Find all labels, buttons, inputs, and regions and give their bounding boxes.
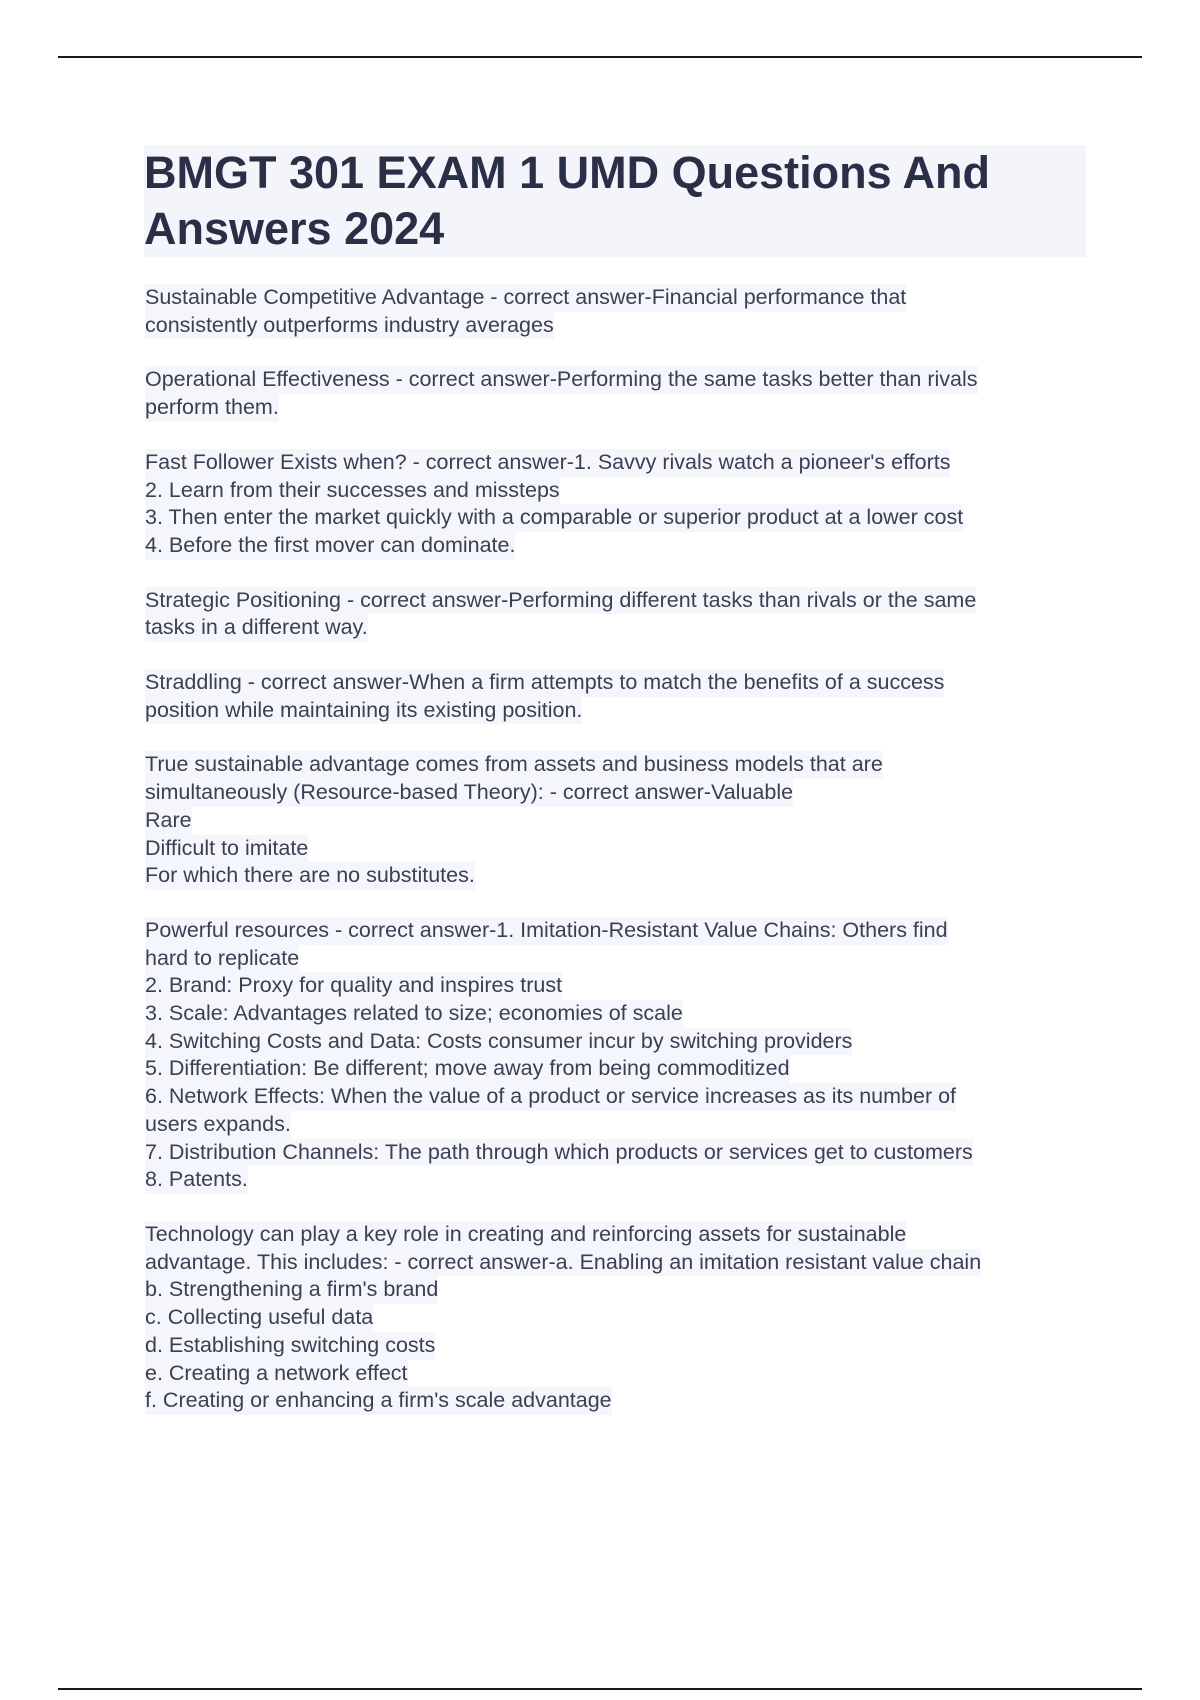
qa-line: advantage. This includes: - correct answer-a. Enabling an imitation resistant value chain [145,1249,981,1277]
qa-line: 4. Before the first mover can dominate. [145,532,515,560]
title-line-2: Answers 2024 [144,203,445,254]
title-line-1: BMGT 301 EXAM 1 UMD Questions And [144,147,990,198]
qa-line: Operational Effectiveness - correct answer-Performing the same tasks better than rivals [145,366,978,394]
qa-line: b. Strengthening a firm's brand [145,1276,438,1304]
qa-block [145,587,1090,642]
qa-line: 2. Brand: Proxy for quality and inspires trust [145,972,562,1000]
qa-content [145,284,1090,1442]
qa-line: 2. Learn from their successes and missteps [145,477,560,505]
qa-line: 3. Then enter the market quickly with a comparable or superior product at a lower cost [145,504,963,532]
qa-block [145,449,1090,560]
qa-line: position while maintaining its existing position. [145,697,582,725]
qa-line: e. Creating a network effect [145,1360,408,1388]
qa-line: perform them. [145,394,279,422]
qa-block [145,366,1090,421]
qa-line: c. Collecting useful data [145,1304,373,1332]
bottom-rule [58,1688,1142,1690]
qa-block [145,1221,1090,1415]
qa-line: Strategic Positioning - correct answer-Performing different tasks than rivals or the same [145,587,976,615]
qa-line: hard to replicate [145,945,299,973]
qa-line: consistently outperforms industry averages [145,312,554,340]
qa-line: 6. Network Effects: When the value of a product or service increases as its number of [145,1083,956,1111]
qa-line: d. Establishing switching costs [145,1332,435,1360]
qa-line: Fast Follower Exists when? - correct answer-1. Savvy rivals watch a pioneer's efforts [145,449,950,477]
qa-line: For which there are no substitutes. [145,862,475,890]
qa-line: simultaneously (Resource-based Theory): - correct answer-Valuable [145,779,793,807]
qa-block [145,669,1090,724]
qa-line: f. Creating or enhancing a firm's scale advantage [145,1387,612,1415]
qa-line: Sustainable Competitive Advantage - correct answer-Financial performance that [145,284,906,312]
qa-line: users expands. [145,1111,291,1139]
qa-line: 7. Distribution Channels: The path through which products or services get to customers [145,1139,973,1167]
qa-line: 5. Differentiation: Be different; move away from being commoditized [145,1055,790,1083]
qa-line: True sustainable advantage comes from assets and business models that are [145,751,883,779]
qa-line: tasks in a different way. [145,614,368,642]
qa-block [145,751,1090,890]
qa-line: 8. Patents. [145,1166,248,1194]
qa-line: Straddling - correct answer-When a firm attempts to match the benefits of a success [145,669,944,697]
top-rule [58,56,1142,58]
page-title [144,145,1086,257]
qa-block [145,284,1090,339]
qa-line: Technology can play a key role in creating and reinforcing assets for sustainable [145,1221,906,1249]
qa-line: 3. Scale: Advantages related to size; economies of scale [145,1000,683,1028]
qa-line: 4. Switching Costs and Data: Costs consumer incur by switching providers [145,1028,852,1056]
qa-line: Difficult to imitate [145,835,308,863]
qa-line: Rare [145,807,192,835]
qa-block [145,917,1090,1194]
qa-line: Powerful resources - correct answer-1. Imitation-Resistant Value Chains: Others find [145,917,948,945]
title-block [144,145,1086,257]
